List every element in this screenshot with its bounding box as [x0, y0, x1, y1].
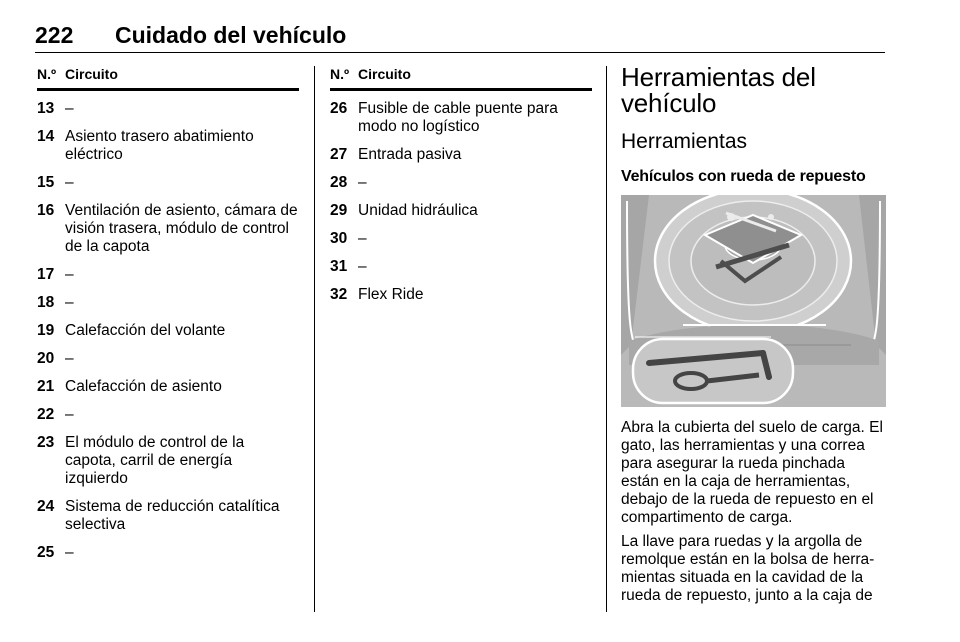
- fuse-circuit: –: [358, 174, 367, 191]
- chapter-title: Cuidado del vehículo: [115, 22, 347, 48]
- paragraph: Abra la cubierta del suelo de carga. El gato, las herramientas y una correa para asegurar la rueda pinchada están en la caja de herramientas, debajo de la rueda de repuesto en el compartimento de carga.: [621, 419, 883, 526]
- fuse-table-right: [330, 66, 592, 314]
- fuse-circuit: –: [65, 406, 74, 423]
- fuse-number: 17: [37, 266, 55, 283]
- fuse-number: 24: [37, 498, 55, 515]
- col-number-header: N.º: [37, 66, 57, 82]
- table-row: [37, 544, 299, 562]
- fuse-number: 21: [37, 378, 55, 395]
- table-row: [37, 378, 299, 396]
- fuse-circuit: –: [65, 174, 74, 191]
- fuse-number: 16: [37, 202, 55, 219]
- page-number: 222: [35, 22, 74, 48]
- section-subtitle: Herramientas: [621, 130, 748, 153]
- fuse-number: 13: [37, 100, 55, 117]
- page-header: [35, 22, 885, 53]
- fuse-circuit: Flex Ride: [358, 286, 424, 303]
- table-row: [37, 174, 299, 192]
- fuse-circuit: El módulo de control de la capota, carril de energía izquierdo: [65, 434, 245, 487]
- table-row: [37, 434, 299, 488]
- spare-wheel-illustration: [621, 195, 886, 407]
- table-header: [37, 66, 299, 91]
- col-number-header: N.º: [330, 66, 350, 82]
- fuse-number: 22: [37, 406, 55, 423]
- fuse-circuit: Sistema de reducción catalítica selectiva: [65, 498, 280, 533]
- fuse-number: 15: [37, 174, 55, 191]
- column-divider: [314, 66, 315, 612]
- fuse-circuit: –: [358, 230, 367, 247]
- fuse-circuit: Asiento trasero abatimiento eléctrico: [65, 128, 254, 163]
- fuse-circuit: Calefacción de asiento: [65, 378, 222, 395]
- col-circuit-header: Circuito: [65, 66, 118, 82]
- fuse-number: 23: [37, 434, 55, 451]
- fuse-number: 31: [330, 258, 348, 275]
- table-row: [37, 294, 299, 312]
- table-row: [330, 258, 592, 276]
- column-divider: [606, 66, 607, 612]
- table-row: [37, 322, 299, 340]
- table-row: [37, 266, 299, 284]
- table-row: [37, 100, 299, 118]
- table-row: [330, 146, 592, 164]
- fuse-circuit: Ventilación de asiento, cámara de visión trasera, módulo de control de la capota: [65, 202, 298, 255]
- fuse-circuit: –: [65, 100, 74, 117]
- table-row: [330, 100, 592, 136]
- fuse-circuit: –: [65, 294, 74, 311]
- fuse-circuit: –: [358, 258, 367, 275]
- fuse-number: 30: [330, 230, 348, 247]
- table-row: [37, 350, 299, 368]
- fuse-circuit: Unidad hidráulica: [358, 202, 478, 219]
- fuse-number: 14: [37, 128, 55, 145]
- fuse-circuit: Fusible de cable puente para modo no logístico: [358, 100, 558, 135]
- table-header: [330, 66, 592, 91]
- section-subsubtitle: Vehículos con rueda de repuesto: [621, 168, 866, 185]
- fuse-circuit: –: [65, 544, 74, 561]
- fuse-number: 25: [37, 544, 55, 561]
- fuse-number: 27: [330, 146, 348, 163]
- fuse-number: 20: [37, 350, 55, 367]
- fuse-number: 29: [330, 202, 348, 219]
- table-row: [330, 286, 592, 304]
- table-row: [330, 230, 592, 248]
- table-row: [37, 128, 299, 164]
- spare-wheel-drawing: [621, 195, 886, 407]
- fuse-number: 26: [330, 100, 348, 117]
- fuse-number: 28: [330, 174, 348, 191]
- fuse-number: 18: [37, 294, 55, 311]
- fuse-table-left: [37, 66, 299, 572]
- table-row: [330, 174, 592, 192]
- paragraph: La llave para ruedas y la argolla de remolque están en la bolsa de herra-mientas situada en la cavidad de la rueda de repuesto, junto a la caja de: [621, 533, 875, 604]
- section-title: Herramientas del vehículo: [621, 62, 816, 118]
- table-row: [330, 202, 592, 220]
- table-row: [37, 498, 299, 534]
- col-circuit-header: Circuito: [358, 66, 411, 82]
- fuse-circuit: Entrada pasiva: [358, 146, 462, 163]
- table-row: [37, 202, 299, 256]
- fuse-number: 19: [37, 322, 55, 339]
- fuse-circuit: –: [65, 350, 74, 367]
- table-row: [37, 406, 299, 424]
- fuse-circuit: Calefacción del volante: [65, 322, 226, 339]
- tools-section: [621, 64, 886, 605]
- fuse-number: 32: [330, 286, 348, 303]
- fuse-circuit: –: [65, 266, 74, 283]
